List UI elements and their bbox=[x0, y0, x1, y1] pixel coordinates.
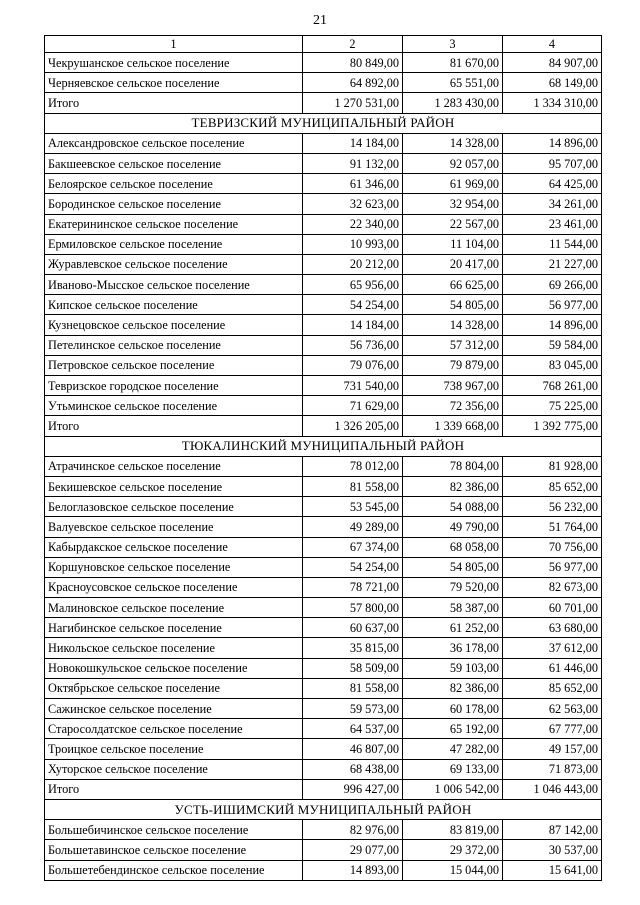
settlement-name: Кипское сельское поселение bbox=[45, 295, 303, 315]
amount-col-4: 56 232,00 bbox=[503, 497, 602, 517]
table-row bbox=[45, 678, 602, 698]
amount-col-4: 14 896,00 bbox=[503, 315, 602, 335]
total-row bbox=[45, 779, 602, 799]
table-row bbox=[45, 577, 602, 597]
settlement-name: Большетавинское сельское поселение bbox=[45, 840, 303, 860]
page-number: 21 bbox=[313, 13, 327, 28]
amount-col-2: 81 558,00 bbox=[303, 476, 403, 496]
settlement-name: Белоярское сельское поселение bbox=[45, 174, 303, 194]
column-header-3: 3 bbox=[403, 36, 503, 53]
district-name: ТЕВРИЗСКИЙ МУНИЦИПАЛЬНЫЙ РАЙОН bbox=[45, 113, 602, 133]
settlement-name: Троицкое сельское поселение bbox=[45, 739, 303, 759]
settlement-name: Сажинское сельское поселение bbox=[45, 699, 303, 719]
column-header-2: 2 bbox=[303, 36, 403, 53]
table-body bbox=[45, 36, 602, 881]
amount-col-2: 996 427,00 bbox=[303, 779, 403, 799]
amount-col-2: 68 438,00 bbox=[303, 759, 403, 779]
amount-col-4: 75 225,00 bbox=[503, 396, 602, 416]
amount-col-2: 1 270 531,00 bbox=[303, 93, 403, 113]
table-row bbox=[45, 194, 602, 214]
column-header-1: 1 bbox=[45, 36, 303, 53]
table-row bbox=[45, 396, 602, 416]
amount-col-3: 20 417,00 bbox=[403, 254, 503, 274]
amount-col-4: 37 612,00 bbox=[503, 638, 602, 658]
amount-col-2: 32 623,00 bbox=[303, 194, 403, 214]
settlement-name: Чекрушанское сельское поселение bbox=[45, 53, 303, 73]
table-row bbox=[45, 598, 602, 618]
table-row bbox=[45, 739, 602, 759]
table-row bbox=[45, 719, 602, 739]
budget-table bbox=[44, 35, 602, 881]
settlement-name: Нагибинское сельское поселение bbox=[45, 618, 303, 638]
amount-col-4: 84 907,00 bbox=[503, 53, 602, 73]
amount-col-4: 85 652,00 bbox=[503, 678, 602, 698]
district-header-row bbox=[45, 799, 602, 819]
settlement-name: Петелинское сельское поселение bbox=[45, 335, 303, 355]
amount-col-2: 14 184,00 bbox=[303, 133, 403, 153]
amount-col-4: 1 392 775,00 bbox=[503, 416, 602, 436]
table-row bbox=[45, 295, 602, 315]
amount-col-3: 22 567,00 bbox=[403, 214, 503, 234]
district-name: УСТЬ-ИШИМСКИЙ МУНИЦИПАЛЬНЫЙ РАЙОН bbox=[45, 799, 602, 819]
amount-col-4: 21 227,00 bbox=[503, 254, 602, 274]
amount-col-4: 69 266,00 bbox=[503, 275, 602, 295]
amount-col-3: 1 339 668,00 bbox=[403, 416, 503, 436]
amount-col-2: 57 800,00 bbox=[303, 598, 403, 618]
amount-col-4: 60 701,00 bbox=[503, 598, 602, 618]
table-row bbox=[45, 638, 602, 658]
amount-col-2: 46 807,00 bbox=[303, 739, 403, 759]
column-number-row bbox=[45, 36, 602, 53]
amount-col-4: 51 764,00 bbox=[503, 517, 602, 537]
amount-col-2: 22 340,00 bbox=[303, 214, 403, 234]
settlement-name: Красноусовское сельское поселение bbox=[45, 577, 303, 597]
settlement-name: Валуевское сельское поселение bbox=[45, 517, 303, 537]
amount-col-3: 79 879,00 bbox=[403, 355, 503, 375]
amount-col-2: 78 721,00 bbox=[303, 577, 403, 597]
amount-col-4: 62 563,00 bbox=[503, 699, 602, 719]
amount-col-2: 54 254,00 bbox=[303, 295, 403, 315]
settlement-name: Александровское сельское поселение bbox=[45, 133, 303, 153]
amount-col-4: 49 157,00 bbox=[503, 739, 602, 759]
amount-col-3: 14 328,00 bbox=[403, 133, 503, 153]
table-row bbox=[45, 860, 602, 880]
settlement-name: Утьминское сельское поселение bbox=[45, 396, 303, 416]
amount-col-4: 81 928,00 bbox=[503, 456, 602, 476]
amount-col-3: 65 192,00 bbox=[403, 719, 503, 739]
amount-col-4: 59 584,00 bbox=[503, 335, 602, 355]
settlement-name: Коршуновское сельское поселение bbox=[45, 557, 303, 577]
table-row bbox=[45, 214, 602, 234]
settlement-name: Ермиловское сельское поселение bbox=[45, 234, 303, 254]
settlement-name: Кабырдакское сельское поселение bbox=[45, 537, 303, 557]
amount-col-3: 83 819,00 bbox=[403, 820, 503, 840]
amount-col-3: 54 088,00 bbox=[403, 497, 503, 517]
amount-col-3: 81 670,00 bbox=[403, 53, 503, 73]
amount-col-3: 11 104,00 bbox=[403, 234, 503, 254]
district-header-row bbox=[45, 436, 602, 456]
amount-col-2: 82 976,00 bbox=[303, 820, 403, 840]
amount-col-3: 68 058,00 bbox=[403, 537, 503, 557]
table-row bbox=[45, 53, 602, 73]
amount-col-2: 91 132,00 bbox=[303, 153, 403, 173]
table-row bbox=[45, 557, 602, 577]
amount-col-2: 10 993,00 bbox=[303, 234, 403, 254]
amount-col-3: 78 804,00 bbox=[403, 456, 503, 476]
amount-col-3: 1 006 542,00 bbox=[403, 779, 503, 799]
amount-col-3: 82 386,00 bbox=[403, 678, 503, 698]
settlement-name: Хуторское сельское поселение bbox=[45, 759, 303, 779]
amount-col-2: 67 374,00 bbox=[303, 537, 403, 557]
amount-col-2: 58 509,00 bbox=[303, 658, 403, 678]
table-row bbox=[45, 476, 602, 496]
amount-col-2: 60 637,00 bbox=[303, 618, 403, 638]
amount-col-2: 71 629,00 bbox=[303, 396, 403, 416]
amount-col-4: 64 425,00 bbox=[503, 174, 602, 194]
amount-col-3: 61 252,00 bbox=[403, 618, 503, 638]
amount-col-2: 64 537,00 bbox=[303, 719, 403, 739]
settlement-name: Екатерининское сельское поселение bbox=[45, 214, 303, 234]
amount-col-3: 15 044,00 bbox=[403, 860, 503, 880]
amount-col-2: 54 254,00 bbox=[303, 557, 403, 577]
table-row bbox=[45, 355, 602, 375]
settlement-name: Белоглазовское сельское поселение bbox=[45, 497, 303, 517]
table-row bbox=[45, 73, 602, 93]
amount-col-2: 56 736,00 bbox=[303, 335, 403, 355]
settlement-name: Атрачинское сельское поселение bbox=[45, 456, 303, 476]
amount-col-2: 59 573,00 bbox=[303, 699, 403, 719]
amount-col-3: 29 372,00 bbox=[403, 840, 503, 860]
table-row bbox=[45, 820, 602, 840]
district-header-row bbox=[45, 113, 602, 133]
table-row bbox=[45, 315, 602, 335]
amount-col-3: 59 103,00 bbox=[403, 658, 503, 678]
amount-col-3: 82 386,00 bbox=[403, 476, 503, 496]
table-row bbox=[45, 537, 602, 557]
amount-col-3: 49 790,00 bbox=[403, 517, 503, 537]
table-row bbox=[45, 658, 602, 678]
total-label: Итого bbox=[45, 779, 303, 799]
settlement-name: Никольское сельское поселение bbox=[45, 638, 303, 658]
amount-col-4: 15 641,00 bbox=[503, 860, 602, 880]
table-row bbox=[45, 618, 602, 638]
settlement-name: Тевризское городское поселение bbox=[45, 376, 303, 396]
amount-col-3: 65 551,00 bbox=[403, 73, 503, 93]
amount-col-4: 67 777,00 bbox=[503, 719, 602, 739]
amount-col-4: 82 673,00 bbox=[503, 577, 602, 597]
amount-col-3: 60 178,00 bbox=[403, 699, 503, 719]
amount-col-4: 95 707,00 bbox=[503, 153, 602, 173]
column-header-4: 4 bbox=[503, 36, 602, 53]
amount-col-3: 61 969,00 bbox=[403, 174, 503, 194]
amount-col-3: 54 805,00 bbox=[403, 295, 503, 315]
table-row bbox=[45, 759, 602, 779]
table-row bbox=[45, 335, 602, 355]
table-row bbox=[45, 254, 602, 274]
amount-col-3: 57 312,00 bbox=[403, 335, 503, 355]
table-row bbox=[45, 840, 602, 860]
amount-col-2: 78 012,00 bbox=[303, 456, 403, 476]
table-row bbox=[45, 699, 602, 719]
amount-col-2: 61 346,00 bbox=[303, 174, 403, 194]
settlement-name: Кузнецовское сельское поселение bbox=[45, 315, 303, 335]
total-label: Итого bbox=[45, 93, 303, 113]
settlement-name: Бекишевское сельское поселение bbox=[45, 476, 303, 496]
table-row bbox=[45, 497, 602, 517]
amount-col-4: 23 461,00 bbox=[503, 214, 602, 234]
table-row bbox=[45, 456, 602, 476]
table-row bbox=[45, 133, 602, 153]
amount-col-2: 65 956,00 bbox=[303, 275, 403, 295]
amount-col-2: 29 077,00 bbox=[303, 840, 403, 860]
amount-col-4: 14 896,00 bbox=[503, 133, 602, 153]
settlement-name: Большебичинское сельское поселение bbox=[45, 820, 303, 840]
total-row bbox=[45, 416, 602, 436]
amount-col-4: 1 334 310,00 bbox=[503, 93, 602, 113]
amount-col-2: 49 289,00 bbox=[303, 517, 403, 537]
amount-col-3: 1 283 430,00 bbox=[403, 93, 503, 113]
amount-col-4: 30 537,00 bbox=[503, 840, 602, 860]
amount-col-2: 80 849,00 bbox=[303, 53, 403, 73]
amount-col-4: 83 045,00 bbox=[503, 355, 602, 375]
settlement-name: Октябрьское сельское поселение bbox=[45, 678, 303, 698]
settlement-name: Старосолдатское сельское поселение bbox=[45, 719, 303, 739]
amount-col-3: 738 967,00 bbox=[403, 376, 503, 396]
amount-col-3: 36 178,00 bbox=[403, 638, 503, 658]
settlement-name: Петровское сельское поселение bbox=[45, 355, 303, 375]
table-row bbox=[45, 376, 602, 396]
settlement-name: Новокошкульское сельское поселение bbox=[45, 658, 303, 678]
amount-col-3: 66 625,00 bbox=[403, 275, 503, 295]
amount-col-4: 56 977,00 bbox=[503, 557, 602, 577]
district-name: ТЮКАЛИНСКИЙ МУНИЦИПАЛЬНЫЙ РАЙОН bbox=[45, 436, 602, 456]
amount-col-3: 32 954,00 bbox=[403, 194, 503, 214]
amount-col-4: 85 652,00 bbox=[503, 476, 602, 496]
total-row bbox=[45, 93, 602, 113]
table-row bbox=[45, 153, 602, 173]
amount-col-4: 34 261,00 bbox=[503, 194, 602, 214]
settlement-name: Бакшеевское сельское поселение bbox=[45, 153, 303, 173]
amount-col-2: 20 212,00 bbox=[303, 254, 403, 274]
amount-col-4: 61 446,00 bbox=[503, 658, 602, 678]
amount-col-2: 79 076,00 bbox=[303, 355, 403, 375]
amount-col-2: 81 558,00 bbox=[303, 678, 403, 698]
table-row bbox=[45, 517, 602, 537]
amount-col-2: 731 540,00 bbox=[303, 376, 403, 396]
amount-col-3: 69 133,00 bbox=[403, 759, 503, 779]
settlement-name: Малиновское сельское поселение bbox=[45, 598, 303, 618]
amount-col-3: 54 805,00 bbox=[403, 557, 503, 577]
amount-col-4: 87 142,00 bbox=[503, 820, 602, 840]
amount-col-4: 70 756,00 bbox=[503, 537, 602, 557]
table-row bbox=[45, 275, 602, 295]
amount-col-4: 1 046 443,00 bbox=[503, 779, 602, 799]
table-row bbox=[45, 234, 602, 254]
settlement-name: Иваново-Мысское сельское поселение bbox=[45, 275, 303, 295]
amount-col-4: 68 149,00 bbox=[503, 73, 602, 93]
amount-col-4: 63 680,00 bbox=[503, 618, 602, 638]
amount-col-2: 1 326 205,00 bbox=[303, 416, 403, 436]
amount-col-3: 47 282,00 bbox=[403, 739, 503, 759]
total-label: Итого bbox=[45, 416, 303, 436]
amount-col-4: 11 544,00 bbox=[503, 234, 602, 254]
amount-col-2: 64 892,00 bbox=[303, 73, 403, 93]
amount-col-4: 768 261,00 bbox=[503, 376, 602, 396]
amount-col-4: 56 977,00 bbox=[503, 295, 602, 315]
amount-col-3: 92 057,00 bbox=[403, 153, 503, 173]
amount-col-2: 14 184,00 bbox=[303, 315, 403, 335]
amount-col-2: 14 893,00 bbox=[303, 860, 403, 880]
amount-col-3: 79 520,00 bbox=[403, 577, 503, 597]
settlement-name: Большетебендинское сельское поселение bbox=[45, 860, 303, 880]
amount-col-2: 35 815,00 bbox=[303, 638, 403, 658]
settlement-name: Бородинское сельское поселение bbox=[45, 194, 303, 214]
amount-col-3: 14 328,00 bbox=[403, 315, 503, 335]
settlement-name: Журавлевское сельское поселение bbox=[45, 254, 303, 274]
amount-col-2: 53 545,00 bbox=[303, 497, 403, 517]
amount-col-4: 71 873,00 bbox=[503, 759, 602, 779]
table-row bbox=[45, 174, 602, 194]
amount-col-3: 58 387,00 bbox=[403, 598, 503, 618]
settlement-name: Черняевское сельское поселение bbox=[45, 73, 303, 93]
amount-col-3: 72 356,00 bbox=[403, 396, 503, 416]
